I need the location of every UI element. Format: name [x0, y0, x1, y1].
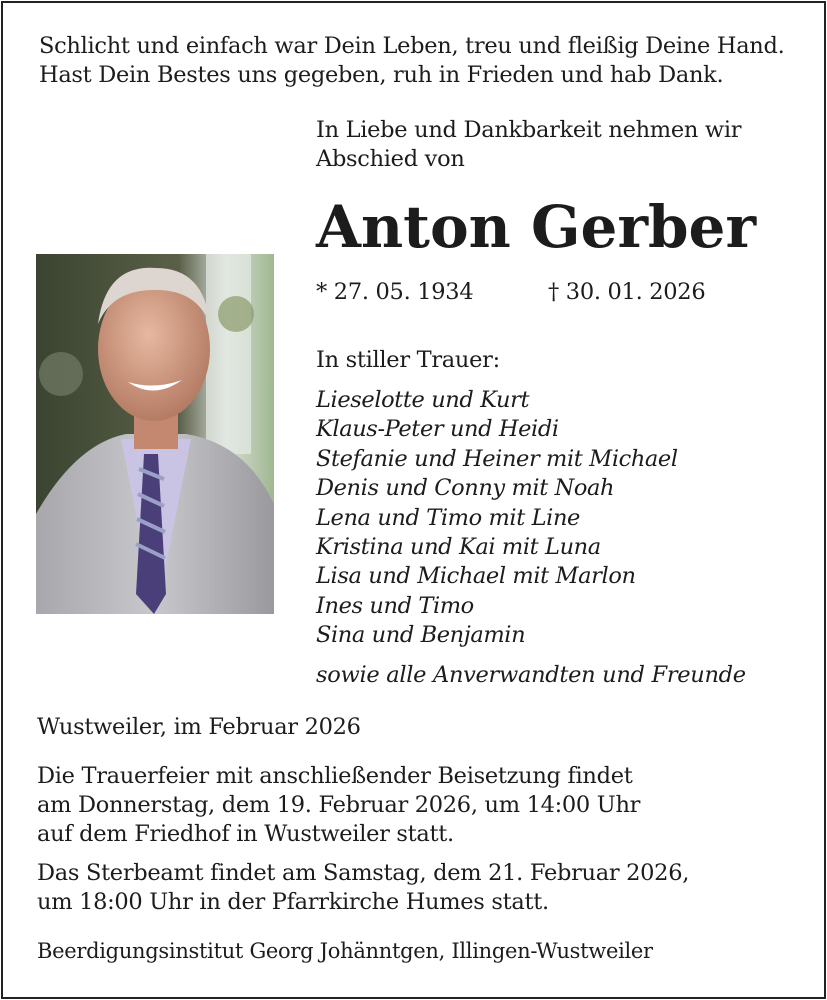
place-date: Wustweiler, im Februar 2026: [37, 714, 361, 740]
intro-line: In Liebe und Dankbarkeit nehmen wir: [316, 117, 742, 143]
verse-line: Hast Dein Bestes uns gegeben, ruh in Frieden und hab Dank.: [39, 62, 724, 88]
mourner: Stefanie und Heiner mit Michael: [316, 445, 678, 472]
mourner: Lieselotte und Kurt: [316, 387, 530, 413]
requiem-line: um 18:00 Uhr in der Pfarrkirche Humes statt.: [37, 889, 549, 915]
funeral-line: auf dem Friedhof in Wustweiler statt.: [37, 821, 454, 847]
portrait-photo: [36, 254, 274, 614]
verse: [39, 32, 784, 90]
requiem-line: Das Sterbeamt findet am Samstag, dem 21. Februar 2026,: [37, 860, 690, 886]
verse-line: Schlicht und einfach war Dein Leben, treu und fleißig Deine Hand.: [39, 33, 785, 59]
mourner: Lisa und Michael mit Marlon: [316, 563, 636, 590]
mourners-list: [316, 386, 678, 651]
intro-text: [316, 116, 741, 174]
mourning-heading: In stiller Trauer:: [316, 347, 500, 373]
mourner: Denis und Conny mit Noah: [316, 475, 615, 502]
intro-line: Abschied von: [316, 146, 465, 172]
funeral-line: am Donnerstag, dem 19. Februar 2026, um 14:00 Uhr: [37, 792, 641, 818]
birth-date: * 27. 05. 1934: [316, 279, 474, 305]
funeral-info: [37, 762, 640, 849]
mourner: Sina und Benjamin: [316, 622, 526, 649]
mourner: Kristina und Kai mit Luna: [316, 534, 601, 561]
deceased-name: Anton Gerber: [316, 193, 757, 261]
death-date: † 30. 01. 2026: [548, 279, 706, 305]
undertaker: Beerdigungsinstitut Georg Johänntgen, Illingen-Wustweiler: [37, 939, 653, 963]
other-mourners: sowie alle Anverwandten und Freunde: [316, 662, 746, 688]
mourner: Klaus-Peter und Heidi: [316, 416, 559, 443]
mourner: Lena und Timo mit Line: [316, 504, 580, 531]
requiem-info: [37, 859, 689, 917]
mourner: Ines und Timo: [316, 592, 474, 619]
funeral-line: Die Trauerfeier mit anschließender Beisetzung findet: [37, 763, 633, 789]
